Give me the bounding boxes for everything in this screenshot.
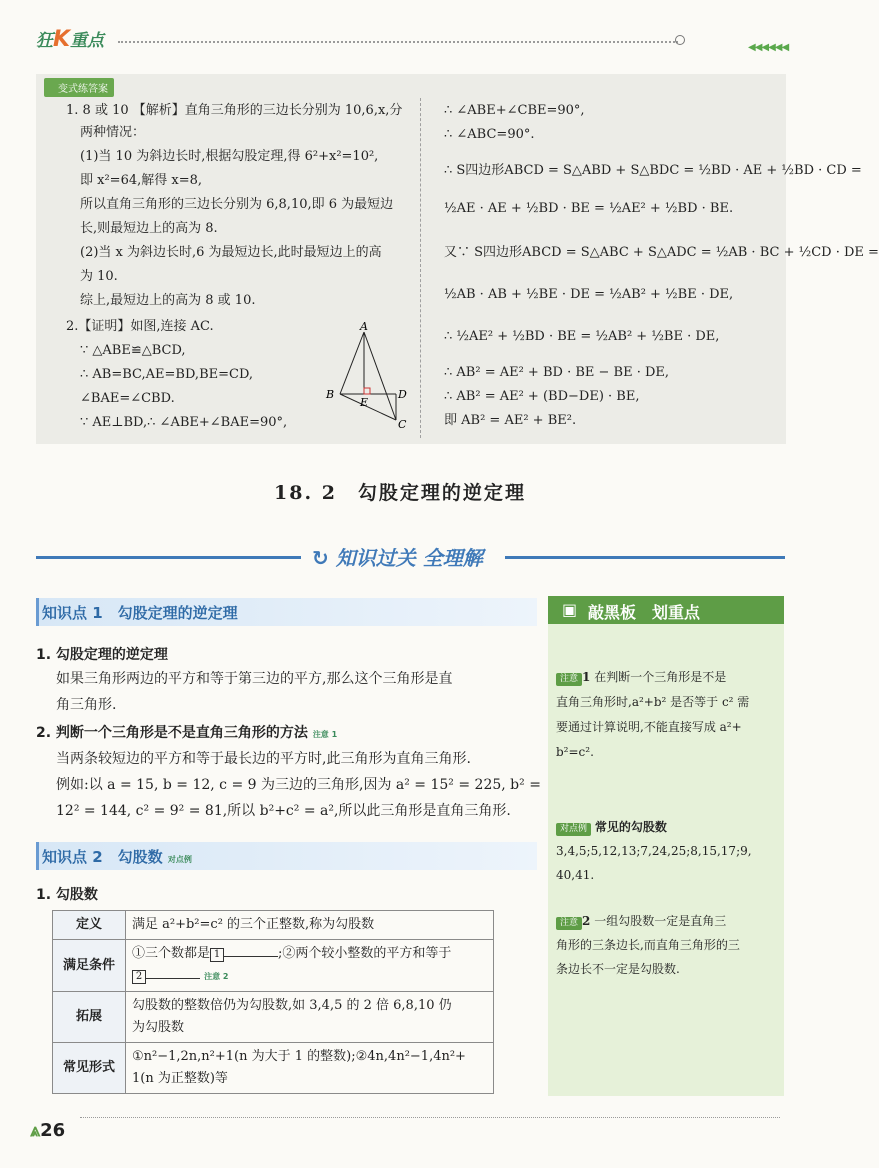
answer-line: ∵ AE⊥BD,∴ ∠ABE+∠BAE=90°, [80,415,288,430]
answer-tag: 变式练答案 [44,78,114,97]
figure-label-B: B [326,388,335,401]
answer-line: 即 AB² = AE² + BE². [444,413,577,428]
table-row [53,940,494,992]
header-circle-icon [675,35,685,45]
note-2-ref: 注意 2 [204,972,229,981]
sidebar-text: b²=c². [556,745,594,759]
kp1-heading-2: 2. 判断一个三角形是不是直角三角形的方法 注意 1 [36,725,338,741]
answer-line: ∠BAE=∠CBD. [80,391,175,406]
kp1-text: 如果三角形两边的平方和等于第三边的平方,那么这个三角形是直 [56,671,453,687]
kp2-label: 知识点 2 勾股数 对点例 [42,848,192,866]
answer-line: ∵ △ABE≌△BCD, [80,343,186,358]
answer-divider [420,98,421,438]
table-head: 定义 [53,911,126,940]
note-1-ref: 注意 1 [312,730,338,739]
header-dotted-rule [118,41,678,43]
banner-title: ↻ 知识过关 全理解 [312,546,483,570]
sidebar-example-title: 对点例 常见的勾股数 [556,816,667,839]
table-cell: ①三个数都是 1 ;②两个较小整数的平方和等于 2 注意 2 [126,940,494,992]
sidebar-text: 要通过计算说明,不能直接写成 a²+ [556,720,742,734]
proof-figure [318,318,418,430]
sidebar-text: 条边长不一定是勾股数. [556,962,680,976]
note-tag: 注意 [556,673,582,686]
answer-line: 1. 8 或 10 【解析】直角三角形的三边长分别为 10,6,x,分 [66,103,403,118]
figure-label-A: A [360,320,368,333]
answer-line: ∴ AB=BC,AE=BD,BE=CD, [80,367,254,382]
table-head: 满足条件 [53,940,126,992]
pythagorean-triple-table [52,910,494,1094]
answer-line: (1)当 10 为斜边长时,根据勾股定理,得 6²+x²=10², [80,149,379,164]
page-logo-icon: ⩓ [30,1120,41,1141]
kp1-text: 例如:以 a = 15, b = 12, c = 9 为三边的三角形,因为 a² = 15² = 225, b² = [56,777,541,793]
kp1-heading-1: 1. 勾股定理的逆定理 [36,647,168,663]
sidebar-text: 40,41. [556,868,595,882]
answer-line: 又∵ S四边形ABCD = S△ABC + S△ADC = ½AB · BC + ½CD · DE = [444,245,879,260]
sidebar-text: 3,4,5;5,12,13;7,24,25;8,15,17;9, [556,844,752,858]
sidebar-header: 敲黑板 划重点 ▣ [548,596,784,624]
example-tag: 对点例 [556,823,591,836]
kp1-text: 当两条较短边的平方和等于最长边的平方时,此三角形为直角三角形. [56,751,471,767]
answer-line: ∴ AB² = AE² + BD · BE − BE · DE, [444,365,670,380]
answer-line: ∴ AB² = AE² + (BD−DE) · BE, [444,389,640,404]
table-head: 常见形式 [53,1043,126,1094]
right-angle-mark [364,388,370,394]
footer-dotted-rule [80,1117,780,1118]
banner-rule-right [505,556,785,559]
header-arrows-icon: ◀◀◀◀◀◀ [748,42,789,53]
kp1-label: 知识点 1 勾股定理的逆定理 [42,604,238,622]
fill-blank-1 [224,956,278,957]
fill-blank-2 [146,978,200,979]
answer-line: ∴ S四边形ABCD = S△ABD + S△BDC = ½BD · AE + ½BD · CD = [444,163,862,178]
blackboard-icon: ▣ [562,600,578,619]
sidebar-note-1: 注意 1 在判断一个三角形是不是 [556,666,726,689]
table-head: 拓展 [53,992,126,1043]
sidebar-note-2: 注意 2 一组勾股数一定是直角三 [556,910,726,933]
answer-line: ½AE · AE + ½BD · BE = ½AE² + ½BD · BE. [444,201,734,216]
answer-line: (2)当 x 为斜边长时,6 为最短边长,此时最短边上的高 [80,245,382,260]
blank-number: 2 [132,970,146,984]
table-row [53,911,494,940]
figure-edge [340,332,364,394]
blank-number: 1 [210,948,224,962]
answer-line: ½AB · AB + ½BE · DE = ½AB² + ½BE · DE, [444,287,734,302]
table-row [53,1043,494,1094]
table-cell: ①n²−1,2n,n²+1(n 为大于 1 的整数);②4n,4n²−1,4n²+ 1(n 为正整数)等 [126,1043,494,1094]
answer-line: ∴ ∠ABC=90°. [444,127,535,142]
answer-line: 所以直角三角形的三边长分别为 6,8,10,即 6 为最短边 [80,197,394,212]
kp2-note: 对点例 [167,855,192,864]
answer-line: 综上,最短边上的高为 8 或 10. [80,293,256,308]
figure-label-D: D [398,388,407,401]
page-number: ⩓26 [30,1120,66,1141]
brand-logo: 狂K重点 [36,27,105,52]
kp2-heading-1: 1. 勾股数 [36,887,98,903]
figure-edge [364,332,396,420]
table-cell: 勾股数的整数倍仍为勾股数,如 3,4,5 的 2 倍 6,8,10 仍 为勾股数 [126,992,494,1043]
answer-line: 2.【证明】如图,连接 AC. [66,319,214,334]
answer-line: ∴ ½AE² + ½BD · BE = ½AB² + ½BE · DE, [444,329,720,344]
answer-line: 两种情况： [80,125,146,140]
figure-label-C: C [398,418,407,431]
kp1-text: 12² = 144, c² = 9² = 81,所以 b²+c² = a²,所以此三角形是直角三角形. [56,803,511,819]
answer-line: 即 x²=64,解得 x=8, [80,173,203,188]
answer-line: 长,则最短边上的高为 8. [80,221,218,236]
figure-label-E: E [360,396,369,409]
table-row [53,992,494,1043]
table-cell: 满足 a²+b²=c² 的三个正整数,称为勾股数 [126,911,494,940]
note-tag: 注意 [556,917,582,930]
banner-swirl-icon: ↻ [312,546,336,570]
section-title: 18. 2 勾股定理的逆定理 [274,482,526,504]
answer-line: ∴ ∠ABE+∠CBE=90°, [444,103,585,118]
answer-line: 为 10. [80,269,118,284]
sidebar-text: 直角三角形时,a²+b² 是否等于 c² 需 [556,695,750,709]
sidebar-text: 角形的三条边长,而直角三角形的三 [556,938,740,952]
banner-rule-left [36,556,301,559]
kp1-text: 角三角形. [56,697,117,713]
